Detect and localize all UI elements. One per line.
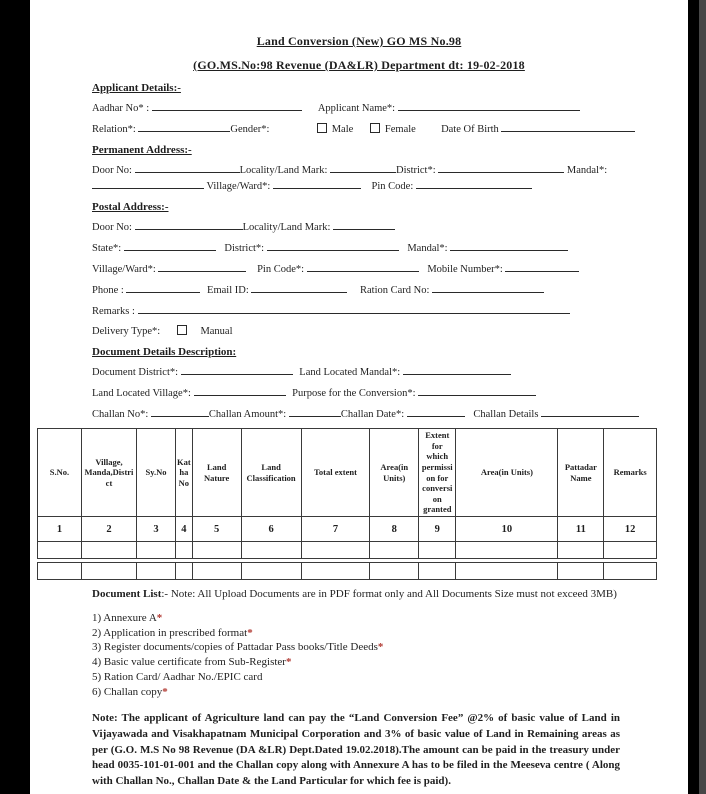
column-number-row bbox=[38, 517, 657, 542]
manual-label: Manual bbox=[200, 326, 233, 337]
challan-details-field[interactable] bbox=[541, 407, 639, 417]
perm-mandal-label: Mandal*: bbox=[566, 165, 608, 176]
document-subtitle: (GO.MS.No:98 Revenue (DA&LR) Department dt: 19-02-2018 bbox=[193, 58, 525, 72]
permanent-address-row1 bbox=[92, 163, 654, 176]
document-list-item: 4) Basic value certificate from Sub-Register* bbox=[92, 656, 292, 669]
postal-district-field[interactable] bbox=[267, 241, 399, 251]
empty-cell[interactable] bbox=[241, 542, 301, 559]
document-list bbox=[92, 612, 654, 700]
empty-cell[interactable] bbox=[192, 542, 241, 559]
col-number: 8 bbox=[370, 517, 419, 542]
postal-door-no-field[interactable] bbox=[135, 220, 243, 230]
ration-card-field[interactable] bbox=[432, 283, 544, 293]
document-details-heading: Document Details Description: bbox=[92, 346, 237, 358]
col-header-kathano: KathaNo bbox=[176, 429, 193, 517]
perm-mandal-field[interactable] bbox=[92, 179, 204, 189]
document-list-item: 6) Challan copy* bbox=[92, 685, 168, 698]
left-black-bar bbox=[0, 0, 30, 794]
empty-cell[interactable] bbox=[176, 542, 193, 559]
gender-label: Gender*: bbox=[230, 124, 270, 135]
document-district-field[interactable] bbox=[181, 365, 293, 375]
purpose-conversion-label: Purpose for the Conversion*: bbox=[292, 388, 416, 399]
postal-address-row1 bbox=[92, 220, 654, 233]
manual-checkbox[interactable] bbox=[177, 325, 187, 335]
empty-cell[interactable] bbox=[456, 563, 558, 580]
dob-field[interactable] bbox=[501, 122, 635, 132]
empty-cell[interactable] bbox=[370, 563, 419, 580]
postal-locality-label: Locality/Land Mark: bbox=[242, 222, 331, 233]
col-header-area-units-2: Area(in Units) bbox=[456, 429, 558, 517]
col-number: 7 bbox=[301, 517, 370, 542]
empty-cell[interactable] bbox=[558, 542, 604, 559]
male-checkbox[interactable] bbox=[317, 123, 327, 133]
postal-village-label: Village/Ward*: bbox=[92, 264, 156, 275]
postal-address-row4 bbox=[92, 283, 654, 296]
document-list-note: :- Note: All Upload Documents are in PDF format only and All Documents Size must not exceed 3MB) bbox=[161, 588, 617, 600]
empty-cell[interactable] bbox=[419, 542, 456, 559]
document-details-row3 bbox=[92, 407, 654, 420]
postal-address-row3 bbox=[92, 262, 654, 275]
document-list-item: 1) Annexure A* bbox=[92, 611, 163, 624]
table-header-row bbox=[38, 429, 657, 517]
postal-state-label: State*: bbox=[92, 243, 122, 254]
empty-cell[interactable] bbox=[137, 563, 176, 580]
empty-cell[interactable] bbox=[419, 563, 456, 580]
applicant-name-label: Applicant Name*: bbox=[317, 103, 396, 114]
perm-district-field[interactable] bbox=[438, 163, 564, 173]
document-list-item: 5) Ration Card/ Aadhar No./EPIC card bbox=[92, 670, 263, 683]
aadhar-no-field[interactable] bbox=[152, 101, 302, 111]
right-black-bar bbox=[688, 0, 699, 794]
land-located-mandal-label: Land Located Mandal*: bbox=[299, 367, 401, 378]
phone-label: Phone : bbox=[92, 285, 124, 296]
purpose-conversion-field[interactable] bbox=[418, 386, 536, 396]
challan-amount-label: Challan Amount*: bbox=[208, 409, 287, 420]
female-checkbox[interactable] bbox=[370, 123, 380, 133]
col-number: 11 bbox=[558, 517, 604, 542]
phone-field[interactable] bbox=[126, 283, 200, 293]
postal-pincode-label: Pin Code*: bbox=[257, 264, 305, 275]
delivery-type-row bbox=[92, 325, 654, 337]
female-label: Female bbox=[384, 124, 416, 135]
required-asterisk: * bbox=[247, 626, 253, 639]
empty-cell[interactable] bbox=[38, 542, 82, 559]
document-list-intro bbox=[92, 587, 632, 602]
col-header-area-units-1: Area(in Units) bbox=[370, 429, 419, 517]
postal-mobile-field[interactable] bbox=[505, 262, 579, 272]
perm-door-no-label: Door No: bbox=[92, 165, 132, 176]
postal-village-field[interactable] bbox=[158, 262, 246, 272]
col-number: 10 bbox=[456, 517, 558, 542]
email-field[interactable] bbox=[251, 283, 347, 293]
postal-door-no-label: Door No: bbox=[92, 222, 132, 233]
col-number: 1 bbox=[38, 517, 82, 542]
challan-amount-field[interactable] bbox=[289, 407, 341, 417]
remarks-row bbox=[92, 304, 654, 317]
col-header-extent-permission: Extent for which permission for conversion granted bbox=[419, 429, 456, 517]
col-number: 5 bbox=[192, 517, 241, 542]
empty-cell[interactable] bbox=[137, 542, 176, 559]
right-gray-strip bbox=[699, 0, 706, 794]
perm-locality-label: Locality/Land Mark: bbox=[239, 165, 328, 176]
document-title: Land Conversion (New) GO MS No.98 bbox=[256, 34, 462, 48]
document-list-item: 2) Application in prescribed format* bbox=[92, 626, 253, 639]
empty-cell[interactable] bbox=[558, 563, 604, 580]
challan-no-field[interactable] bbox=[151, 407, 209, 417]
postal-mobile-label: Mobile Number*: bbox=[427, 264, 503, 275]
challan-date-field[interactable] bbox=[407, 407, 465, 417]
remarks-label: Remarks : bbox=[92, 306, 135, 317]
relation-field[interactable] bbox=[138, 122, 230, 132]
required-asterisk: * bbox=[285, 656, 292, 669]
col-number: 12 bbox=[604, 517, 657, 542]
perm-door-no-field[interactable] bbox=[135, 163, 240, 173]
col-number: 9 bbox=[419, 517, 456, 542]
col-number: 6 bbox=[241, 517, 301, 542]
permanent-address-heading: Permanent Address:- bbox=[92, 144, 192, 156]
challan-no-label: Challan No*: bbox=[92, 409, 149, 420]
empty-cell[interactable] bbox=[81, 563, 136, 580]
col-header-total-extent: Total extent bbox=[301, 429, 370, 517]
empty-cell[interactable] bbox=[192, 563, 241, 580]
col-header-land-classification: Land Classification bbox=[241, 429, 301, 517]
empty-cell[interactable] bbox=[241, 563, 301, 580]
empty-cell[interactable] bbox=[176, 563, 193, 580]
col-number: 3 bbox=[137, 517, 176, 542]
empty-cell[interactable] bbox=[301, 563, 370, 580]
applicant-details-heading: Applicant Details:- bbox=[92, 82, 181, 94]
fee-payment-note: Note: The applicant of Agriculture land can pay the “Land Conversion Fee” @2% of basic value of Land in Vijayawada and Visakhapatnam Municipal Corporation and 3% of basic value of Land in Remaining areas as per (G.O. M.S No 98 Revenue (DA &LR) Dept.Dated 19.02.2018).The amount can be paid in the treasury under head 0035-101-01-001 and the Challan copy along with Annexure A has to be filed in the Meeseva centre ( Along with Challan No., Challan Date & the Land Particular for which fee is paid). bbox=[92, 712, 620, 787]
aadhar-name-row bbox=[92, 101, 654, 114]
table-entry-row bbox=[38, 542, 657, 559]
empty-cell[interactable] bbox=[370, 542, 419, 559]
permanent-address-row2 bbox=[92, 179, 654, 192]
applicant-name-field[interactable] bbox=[398, 101, 580, 111]
table-entry-row bbox=[38, 563, 657, 580]
postal-mandal-label: Mandal*: bbox=[407, 243, 448, 254]
challan-date-label: Challan Date*: bbox=[340, 409, 405, 420]
postal-address-row2 bbox=[92, 241, 654, 254]
remarks-field[interactable] bbox=[138, 304, 570, 314]
postal-pincode-field[interactable] bbox=[307, 262, 419, 272]
delivery-type-label: Delivery Type*: bbox=[92, 326, 161, 337]
challan-details-label: Challan Details bbox=[473, 409, 539, 420]
land-located-village-label: Land Located Village*: bbox=[92, 388, 191, 399]
relation-gender-row bbox=[92, 122, 654, 135]
required-asterisk: * bbox=[377, 641, 384, 654]
land-details-table bbox=[37, 428, 657, 580]
col-header-pattadar-name: Pattadar Name bbox=[558, 429, 604, 517]
empty-cell[interactable] bbox=[604, 542, 657, 559]
required-asterisk: * bbox=[156, 611, 163, 624]
postal-district-label: District*: bbox=[224, 243, 265, 254]
email-label: Email ID: bbox=[207, 285, 249, 296]
perm-village-field[interactable] bbox=[273, 179, 361, 189]
empty-cell[interactable] bbox=[456, 542, 558, 559]
col-number: 2 bbox=[81, 517, 136, 542]
postal-state-field[interactable] bbox=[124, 241, 216, 251]
form-document-page bbox=[30, 0, 688, 794]
perm-district-label: District*: bbox=[395, 165, 436, 176]
document-list-lead: Document List bbox=[92, 588, 162, 600]
empty-cell[interactable] bbox=[301, 542, 370, 559]
postal-address-heading: Postal Address:- bbox=[92, 201, 169, 213]
postal-mandal-field[interactable] bbox=[450, 241, 568, 251]
aadhar-no-label: Aadhar No* : bbox=[92, 103, 150, 114]
empty-cell[interactable] bbox=[604, 563, 657, 580]
col-header-remarks: Remarks bbox=[604, 429, 657, 517]
empty-cell[interactable] bbox=[81, 542, 136, 559]
document-list-item: 3) Register documents/copies of Pattadar Pass books/Title Deeds* bbox=[92, 641, 384, 654]
col-header-syno: Sy.No bbox=[137, 429, 176, 517]
land-located-village-field[interactable] bbox=[194, 386, 286, 396]
col-number: 4 bbox=[176, 517, 193, 542]
col-header-sno: S.No. bbox=[38, 429, 82, 517]
postal-locality-field[interactable] bbox=[333, 220, 395, 230]
land-located-mandal-field[interactable] bbox=[403, 365, 511, 375]
perm-village-label: Village/Ward*: bbox=[206, 181, 271, 192]
document-details-row2 bbox=[92, 386, 654, 399]
relation-label: Relation*: bbox=[92, 124, 136, 135]
col-header-land-nature: Land Nature bbox=[192, 429, 241, 517]
perm-pincode-field[interactable] bbox=[416, 179, 532, 189]
perm-locality-field[interactable] bbox=[330, 163, 396, 173]
male-label: Male bbox=[331, 124, 354, 135]
required-asterisk: * bbox=[162, 685, 168, 698]
perm-pincode-label: Pin Code: bbox=[371, 181, 414, 192]
empty-cell[interactable] bbox=[38, 563, 82, 580]
col-header-village: Village, Manda,District bbox=[81, 429, 136, 517]
document-district-label: Document District*: bbox=[92, 367, 179, 378]
document-details-row1 bbox=[92, 365, 654, 378]
ration-card-label: Ration Card No: bbox=[360, 285, 430, 296]
dob-label: Date Of Birth bbox=[441, 124, 499, 135]
